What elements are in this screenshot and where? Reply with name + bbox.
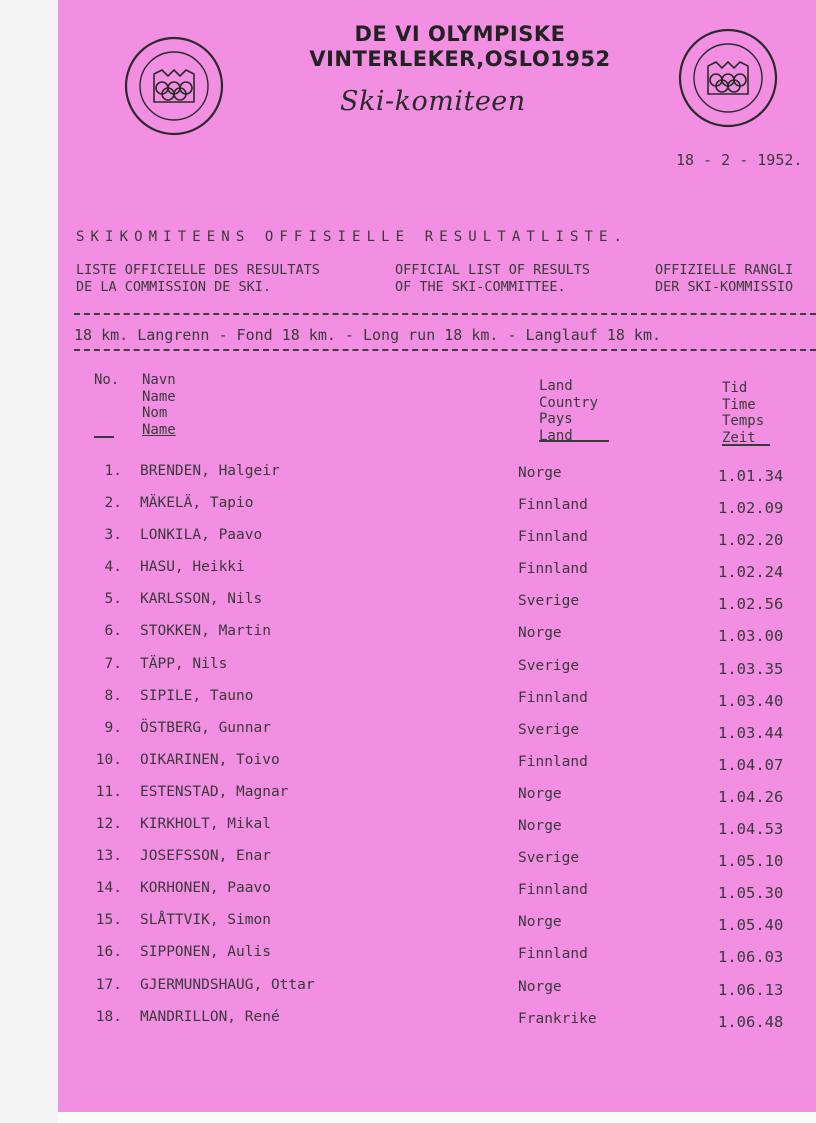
result-rank: 13.: [95, 848, 122, 865]
letterhead-title-line2: VINTERLEKER,OSLO1952: [309, 47, 611, 71]
column-header-name-en: Name: [142, 388, 176, 405]
column-header-time-underline: [722, 444, 770, 446]
column-header-name-fr: Nom: [142, 405, 168, 421]
result-row: [58, 974, 816, 1006]
column-header-time: [722, 380, 764, 446]
result-row: [58, 717, 816, 749]
result-country: Sverige: [518, 850, 580, 867]
result-time: 1.06.13: [718, 980, 784, 999]
result-athlete: ESTENSTAD, Magnar: [140, 783, 289, 800]
result-rank: 16.: [95, 944, 122, 961]
result-country: Finnland: [518, 497, 588, 514]
result-row: [58, 556, 816, 588]
dashed-divider: [74, 313, 816, 315]
result-time: 1.01.34: [718, 467, 784, 485]
result-athlete: LONKILA, Paavo: [140, 527, 263, 544]
result-athlete: KARLSSON, Nils: [140, 591, 263, 608]
result-row: [58, 877, 816, 909]
result-rank: 12.: [95, 816, 122, 833]
result-rank: 18.: [95, 1008, 122, 1025]
subheading-english-line1: OFFICIAL LIST OF RESULTS: [395, 262, 591, 278]
result-rank: 2.: [104, 495, 122, 512]
result-country: Finnland: [518, 882, 588, 899]
result-athlete: SLÅTTVIK, Simon: [140, 912, 271, 929]
subheading-english-line2: OF THE SKI-COMMITTEE.: [395, 279, 566, 295]
page-left-margin: [0, 0, 58, 1123]
subheading-german-line2: DER SKI-KOMMISSIO: [655, 279, 794, 295]
list-heading: SKIKOMITEENS OFFISIELLE RESULTATLISTE.: [76, 229, 629, 245]
result-time: 1.03.40: [718, 691, 784, 710]
result-row: [58, 460, 816, 492]
letterhead-title-line1: DE VI OLYMPISKE: [354, 22, 566, 46]
result-country: Finnland: [518, 529, 588, 546]
result-row: [58, 941, 816, 973]
result-rank: 17.: [95, 976, 122, 993]
result-row: [58, 749, 816, 781]
result-time: 1.04.07: [718, 755, 784, 774]
committee-name: Ski-komiteen: [340, 86, 526, 117]
result-row: [58, 1006, 816, 1038]
result-athlete: ÖSTBERG, Gunnar: [140, 719, 271, 736]
letterhead-title: [280, 22, 640, 72]
result-country: Norge: [518, 785, 562, 802]
result-row: [58, 653, 816, 685]
result-time: 1.04.53: [718, 820, 784, 839]
result-athlete: GJERMUNDSHAUG, Ottar: [140, 976, 315, 993]
result-row: [58, 909, 816, 941]
result-rank: 5.: [104, 591, 122, 608]
result-row: [58, 588, 816, 620]
result-rank: 11.: [95, 783, 122, 800]
column-header-time-no: Tid: [722, 380, 748, 396]
page-bottom-margin: [58, 1112, 816, 1123]
result-athlete: TÄPP, Nils: [140, 655, 228, 672]
result-country: Finnland: [518, 689, 588, 706]
result-athlete: MANDRILLON, René: [140, 1008, 280, 1025]
result-country: Norge: [518, 465, 562, 481]
result-athlete: JOSEFSSON, Enar: [140, 848, 271, 865]
column-header-name-de: Name: [142, 421, 176, 438]
result-time: 1.02.09: [718, 499, 784, 518]
document-date: 18 - 2 - 1952.: [676, 151, 803, 169]
subheading-french-line1: LISTE OFFICIELLE DES RESULTATS: [76, 262, 320, 278]
result-rank: 8.: [104, 687, 122, 704]
result-row: [58, 813, 816, 845]
result-athlete: HASU, Heikki: [140, 559, 245, 576]
result-athlete: OIKARINEN, Toivo: [140, 751, 280, 768]
event-title: 18 km. Langrenn - Fond 18 km. - Long run 18 km. - Langlauf 18 km.: [74, 326, 661, 344]
result-time: 1.04.26: [718, 787, 784, 806]
column-header-no-underline: [94, 436, 114, 438]
result-rank: 1.: [104, 463, 122, 479]
subheading-german-line1: OFFIZIELLE RANGLI: [655, 262, 794, 278]
column-header-country-underline: [539, 440, 609, 442]
subheading-german: [655, 262, 793, 296]
result-athlete: STOKKEN, Martin: [140, 623, 271, 640]
result-row: [58, 781, 816, 813]
dashed-divider: [74, 349, 816, 351]
result-rank: 3.: [104, 527, 122, 544]
result-rank: 6.: [104, 623, 122, 640]
result-rank: 14.: [95, 880, 122, 897]
column-header-country-de: Land: [539, 427, 573, 444]
column-header-country: [539, 378, 598, 444]
result-country: Finnland: [518, 946, 588, 963]
column-header-name: [142, 372, 176, 438]
results-sheet: [58, 0, 816, 1112]
results-table: [58, 460, 816, 1038]
result-country: Sverige: [518, 657, 580, 674]
result-time: 1.06.03: [718, 948, 784, 967]
result-rank: 4.: [104, 559, 122, 576]
result-country: Finnland: [518, 753, 588, 770]
result-time: 1.03.00: [718, 627, 784, 646]
result-row: [58, 524, 816, 556]
result-rank: 10.: [95, 751, 122, 768]
result-country: Sverige: [518, 593, 580, 610]
result-country: Norge: [518, 978, 562, 995]
column-header-country-en: Country: [539, 394, 599, 411]
result-rank: 15.: [95, 912, 122, 929]
result-athlete: BRENDEN, Halgeir: [140, 463, 280, 479]
column-header-name-no: Navn: [142, 372, 176, 388]
result-athlete: SIPPONEN, Aulis: [140, 944, 271, 961]
result-athlete: MÄKELÄ, Tapio: [140, 495, 254, 512]
result-time: 1.06.48: [718, 1012, 784, 1031]
result-time: 1.05.30: [718, 884, 784, 903]
column-header-no-label: No.: [94, 372, 120, 388]
result-country: Frankrike: [518, 1010, 597, 1027]
result-time: 1.02.56: [718, 595, 784, 614]
subheading-english: [395, 262, 590, 296]
result-country: Finnland: [518, 561, 588, 578]
result-time: 1.03.44: [718, 723, 784, 742]
result-country: Sverige: [518, 721, 580, 738]
result-athlete: KIRKHOLT, Mikal: [140, 816, 271, 833]
column-header-no: [94, 372, 119, 389]
result-row: [58, 685, 816, 717]
result-time: 1.02.20: [718, 531, 784, 550]
result-athlete: KORHONEN, Paavo: [140, 880, 271, 897]
result-rank: 9.: [104, 719, 122, 736]
result-time: 1.02.24: [718, 563, 784, 582]
result-country: Norge: [518, 914, 562, 931]
column-header-country-fr: Pays: [539, 411, 573, 427]
result-rank: 7.: [104, 655, 122, 672]
column-header-time-en: Time: [722, 396, 756, 413]
subheading-french-line2: DE LA COMMISSION DE SKI.: [76, 279, 272, 295]
olympic-rings-emblem-icon: [678, 28, 778, 128]
result-country: Norge: [518, 625, 562, 642]
result-time: 1.05.10: [718, 852, 784, 871]
result-row: [58, 620, 816, 652]
result-row: [58, 492, 816, 524]
result-time: 1.05.40: [718, 916, 784, 935]
result-row: [58, 845, 816, 877]
column-header-country-no: Land: [539, 378, 573, 394]
result-time: 1.03.35: [718, 659, 784, 678]
column-header-time-fr: Temps: [722, 413, 765, 429]
result-athlete: SIPILE, Tauno: [140, 687, 254, 704]
subheading-french: [76, 262, 320, 296]
column-header-time-de: Zeit: [722, 429, 756, 446]
result-country: Norge: [518, 818, 562, 835]
olympic-rings-emblem-icon: [124, 36, 224, 136]
